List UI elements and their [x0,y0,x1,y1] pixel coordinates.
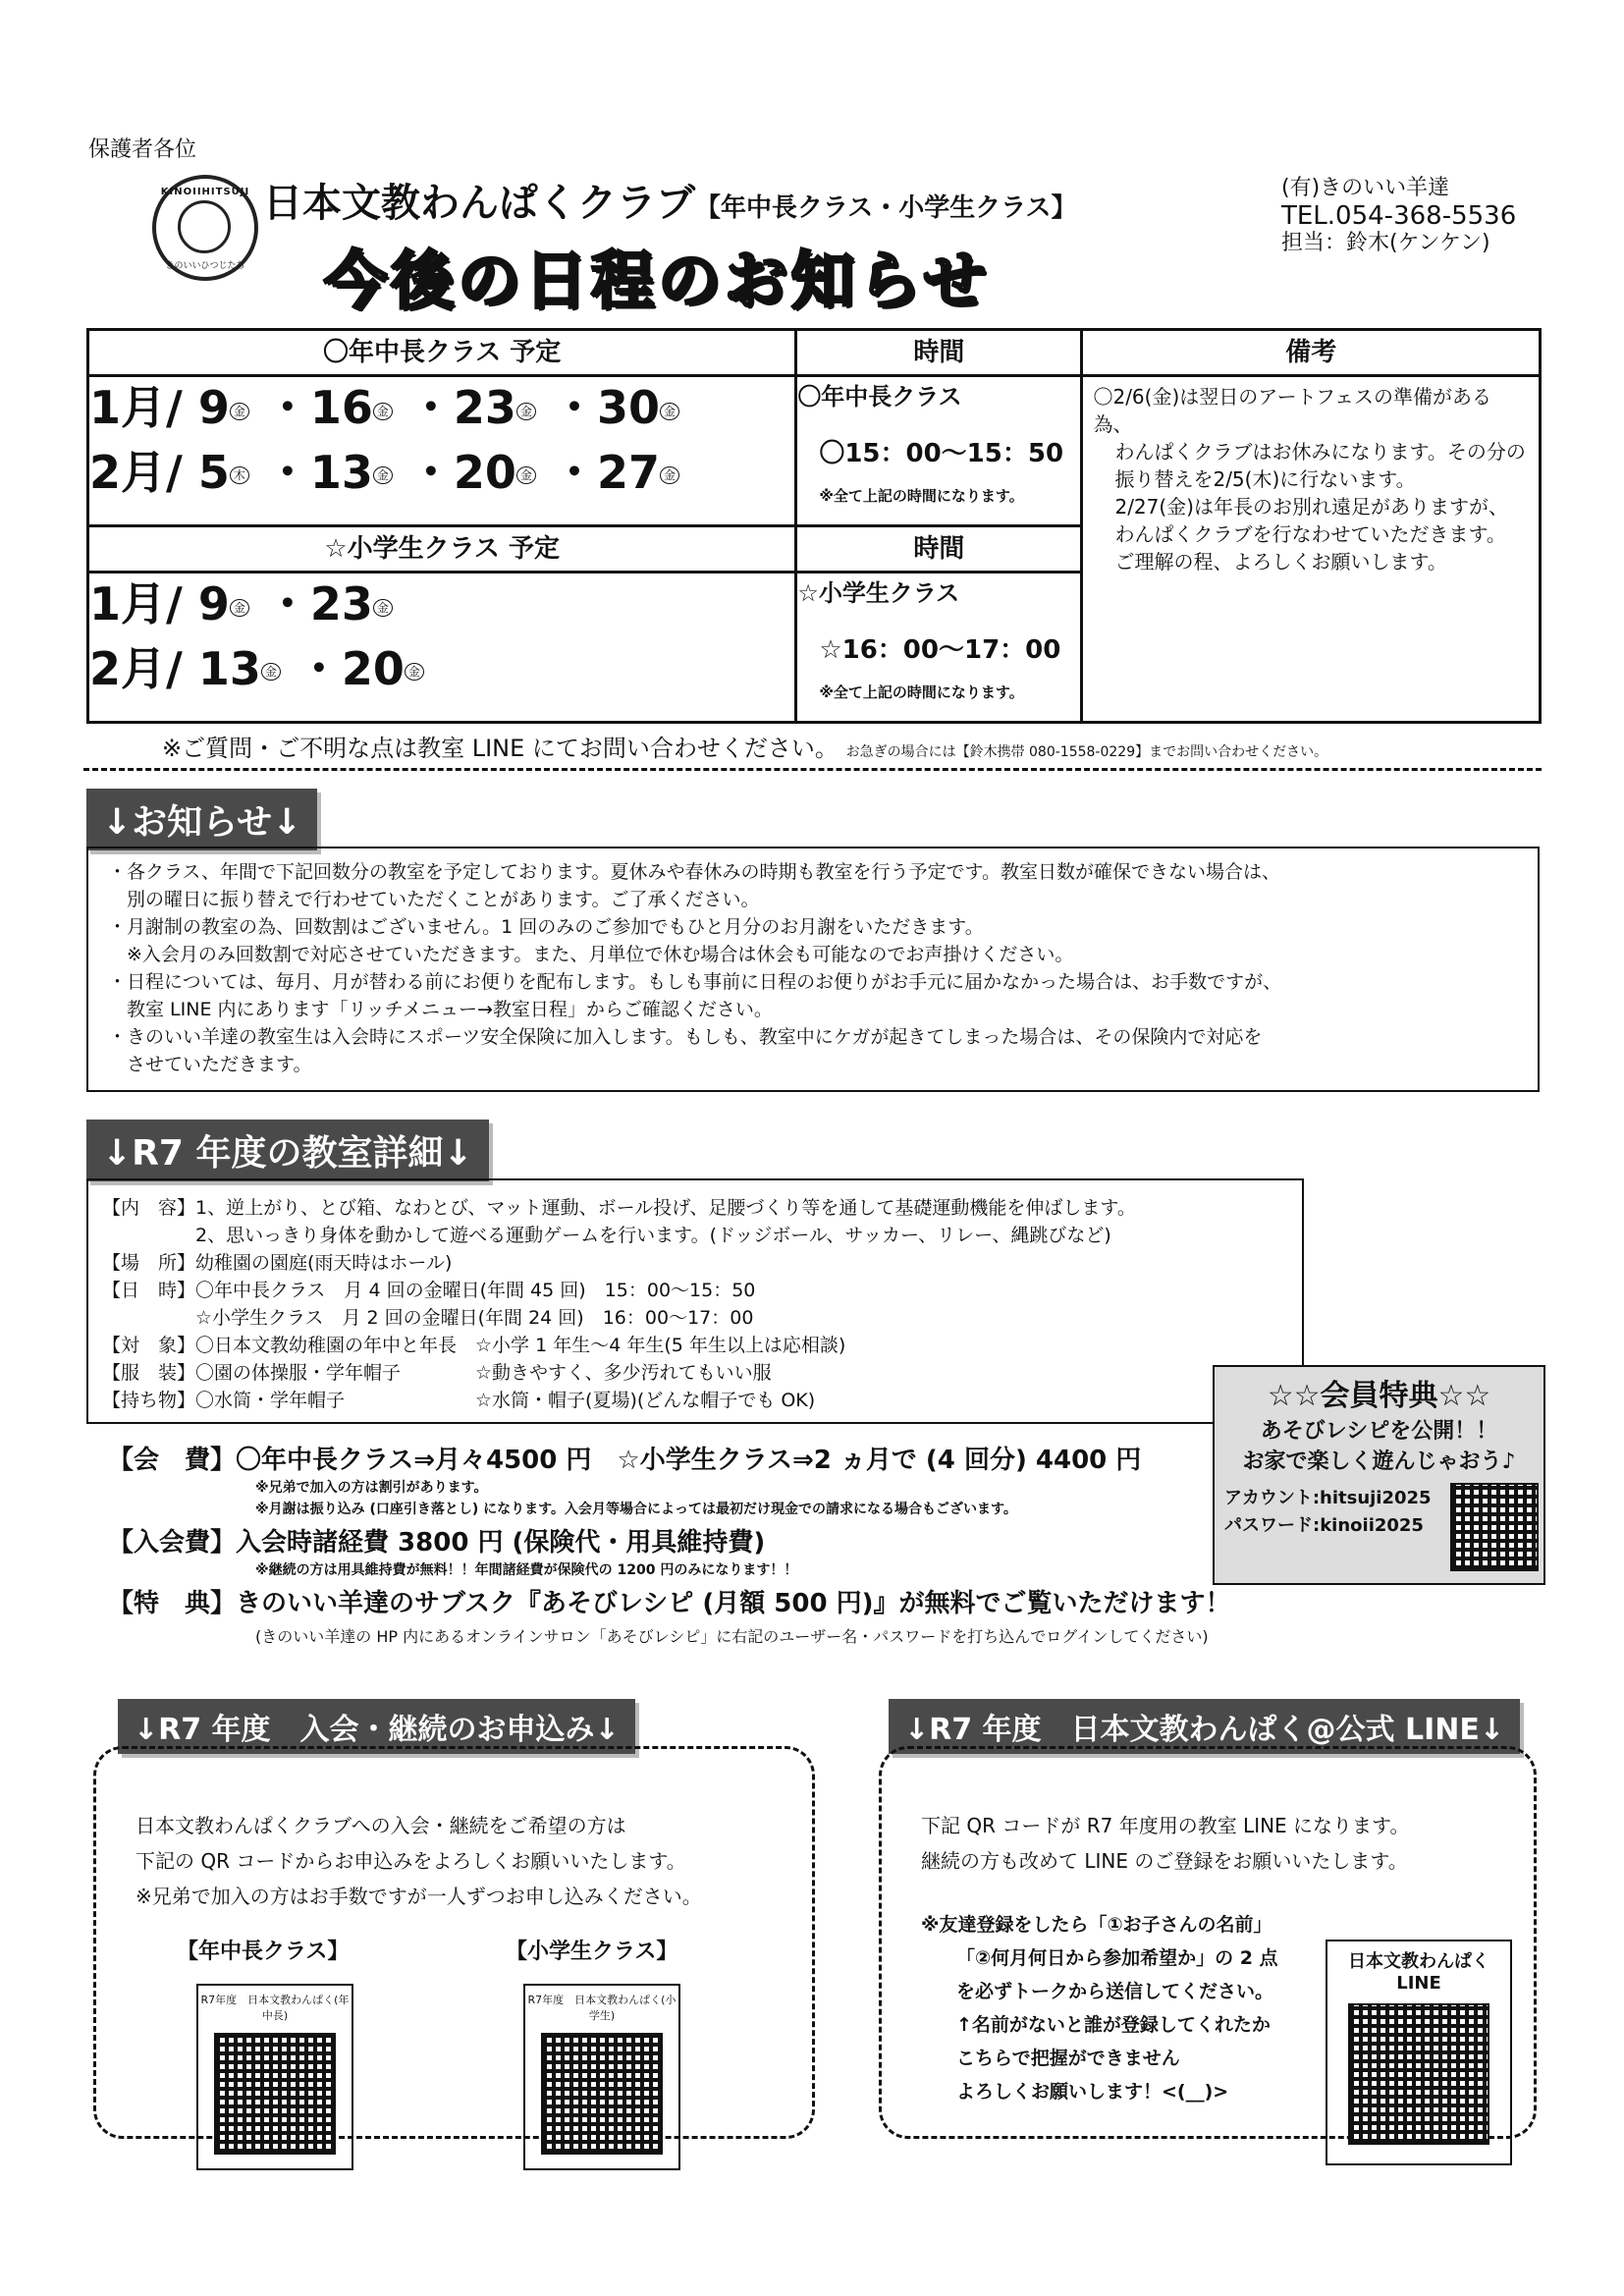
fee-line: 【会 費】〇年中長クラス⇒月々4500 円 ☆小学生クラス⇒2 ヵ月で (4 回分) 4400 円 [108,1446,1142,1475]
club-name [263,172,1076,228]
date: ・30 [551,381,660,434]
kinder-qr-label: 【年中長クラス】 [177,1940,350,1964]
line-qr-code[interactable] [1348,2003,1489,2145]
company-name: (有)きのいい羊達 [1281,176,1450,200]
kinder-jan-dates [89,377,794,442]
company-contact [1281,175,1516,257]
kinder-time: 〇15：00〜15：50 [819,439,1064,468]
notice-line: 別の曜日に振り替えで行わせていただくことがあります。ご了承ください。 [108,889,760,910]
remarks-header: 備考 [1083,331,1539,377]
kinder-dates [88,376,796,526]
divider [83,768,1542,771]
club-classes: 【年中長クラス・小学生クラス】 [695,193,1077,223]
logo-top-text: KINOIIHITSUJI [160,187,250,197]
perk-line: 【特 典】きのいい羊達のサブスク『あそびレシピ (月額 500 円)』が無料でご覧いただけます！ [108,1589,1231,1618]
date: 1月/ 9 [89,381,230,434]
apply-line: 下記の QR コードからお申込みをよろしくお願いいたします。 [135,1849,686,1873]
kinder-qr-code[interactable] [214,2033,336,2155]
notice-line: ※入会月のみ回数割で対応させていただきます。また、月単位で休む場合は休会も可能なのでお声掛けください。 [108,944,1074,965]
line-qr-sub: LINE [1396,1973,1441,1994]
entry-fee-line: 【入会費】入会時諸経費 3800 円 (保険代・用具維持費) [108,1528,766,1558]
weekday: 金 [230,403,249,420]
weekday: 金 [660,403,679,420]
remarks-cell [1082,330,1541,723]
weekday: 木 [230,466,249,484]
date: ・23 [264,577,373,630]
weekday: 金 [516,466,536,484]
club-title: 日本文教わんぱくクラブ [263,181,695,226]
schedule-table [86,328,1542,724]
date: ・16 [264,381,373,434]
remarks-line: 2/27(金)は年長のお別れ遠足がありますが、 [1114,495,1508,519]
line-step: ※友達登録をしたら「①お子さんの名前」 [921,1914,1272,1936]
kinder-feb-dates [89,442,794,507]
company-tel: TEL.054-368-5536 [1281,201,1517,231]
line-qr-card [1326,1940,1512,2165]
date: ・13 [264,445,373,499]
school-time: ☆16：00〜17：00 [819,635,1061,665]
weekday: 金 [373,466,393,484]
contact-line-main: ※ご質問・ご不明な点は教室 LINE にてお問い合わせください。 [162,735,839,762]
logo-sheep-icon [178,200,231,253]
school-qr-label: 【小学生クラス】 [506,1940,678,1964]
weekday: 金 [373,599,393,617]
details-line: 【対 象】〇日本文教幼稚園の年中と年長 ☆小学 1 年生〜4 年生(5 年生以上は応相談) [102,1335,846,1356]
line-qr-title: 日本文教わんぱく [1348,1951,1489,1972]
entry-fee-note: ※継続の方は用具維持費が無料！！年間諸経費が保険代の 1200 円のみになります！！ [255,1562,798,1578]
remarks-line: 振り替えを2/5(木)に行ないます。 [1114,467,1416,491]
notice-line: ・日程については、毎月、月が替わる前にお便りを配布します。もしも事前に日程のお便りがお手元に届かなかった場合は、お手数ですが、 [108,971,1282,993]
school-feb-dates [89,638,794,703]
page-title: 今後の日程のお知らせ [324,246,991,318]
line-step: こちらで把握ができません [956,2048,1180,2069]
school-time-class: ☆小学生クラス [797,579,960,607]
school-dates [88,573,796,723]
details-box [86,1178,1304,1424]
details-line: 【持ち物】〇水筒・学年帽子 ☆水筒・帽子(夏場)(どんな帽子でも OK) [102,1390,816,1411]
date: ・27 [551,445,660,499]
kinder-schedule-header: 〇年中長クラス 予定 [88,330,796,376]
notice-line: ・各クラス、年間で下記回数分の教室を予定しております。夏休みや春休みの時期も教室を行う予定です。教室日数が確保できない場合は、 [108,861,1280,883]
weekday: 金 [261,663,281,681]
details-line: ☆小学生クラス 月 2 回の金曜日(年間 24 回) 16：00〜17：00 [102,1307,754,1329]
school-qr-card [523,1984,680,2170]
line-step: ↑名前がないと誰が登録してくれたか [956,2014,1271,2036]
member-title: ☆☆会員特典☆☆ [1267,1379,1491,1413]
details-line: 【内 容】1、逆上がり、とび箱、なわとび、マット運動、ボール投げ、足腰づくり等を通して基礎運動機能を伸ばします。 [102,1197,1136,1219]
weekday: 金 [230,599,249,617]
school-schedule-header: ☆小学生クラス 予定 [88,526,796,573]
kinder-qr-caption: R7年度 日本文教わんぱく(年中長) [200,1994,350,2022]
date: ・23 [407,381,516,434]
contact-person: 担当：鈴木(ケンケン) [1281,231,1490,255]
date: ・20 [407,445,516,499]
date: ・20 [296,641,405,695]
member-line2: お家で楽しく遊んじゃおう♪ [1242,1449,1516,1474]
line-step: 「②何月何日から参加希望か」の 2 点 [956,1947,1278,1969]
weekday: 金 [660,466,679,484]
details-line: 2、思いっきり身体を動かして遊べる運動ゲームを行います。(ドッジボール、サッカー、リレー、縄跳びなど) [102,1225,1111,1246]
apply-line: 日本文教わんぱくクラブへの入会・継続をご希望の方は [135,1814,626,1837]
kinder-time-note: ※全て上記の時間になります。 [819,487,1024,505]
notice-line: させていただきます。 [108,1054,312,1075]
fee-note: ※月謝は振り込み (口座引き落とし) になります。入会月等場合によっては最初だけ現金での請求になる場合もございます。 [255,1502,1017,1517]
member-password: パスワード:kinoii2025 [1224,1515,1424,1536]
weekday: 金 [405,663,424,681]
notice-line: ・月謝制の教室の為、回数割はございません。1 回のみのご参加でもひと月分のお月謝をいただきます。 [108,916,984,938]
kinder-time-header: 時間 [796,330,1082,376]
club-logo [152,175,258,281]
remarks-text [1083,377,1539,581]
kinder-time-cell [796,376,1082,526]
notice-heading: ↓お知らせ↓ [86,789,317,850]
school-jan-dates [89,574,794,638]
fee-note: ※兄弟で加入の方は割引があります。 [255,1480,488,1496]
remarks-line: わんぱくクラブはお休みになります。その分の [1114,440,1526,464]
member-line1: あそびレシピを公開！！ [1260,1419,1498,1444]
school-time-cell [796,573,1082,723]
details-line: 【場 所】幼稚園の園庭(雨天時はホール) [102,1252,453,1274]
remarks-line: 〇2/6(金)は翌日のアートフェスの準備がある為、 [1093,385,1492,436]
member-qr-code[interactable] [1450,1483,1539,1571]
notice-line: ・きのいい羊達の教室生は入会時にスポーツ安全保険に加入します。もしも、教室中にケガが起きてしまった場合は、その保険内で対応を [108,1026,1263,1048]
date: 2月/ 5 [89,445,230,499]
member-account: アカウント:hitsuji2025 [1224,1488,1432,1508]
notice-box [86,847,1540,1092]
remarks-line: わんぱくクラブを行なわせていただきます。 [1114,522,1506,546]
apply-heading: ↓R7 年度 入会・継続のお申込み↓ [118,1699,635,1754]
school-qr-code[interactable] [541,2033,663,2155]
school-time-note: ※全て上記の時間になります。 [819,683,1024,701]
notice-line: 教室 LINE 内にあります「リッチメニュー→教室日程」からご確認ください。 [108,999,773,1020]
logo-bottom-text: きのいいひつじたち [165,261,245,271]
remarks-line: ご理解の程、よろしくお願いします。 [1114,550,1447,574]
details-line: 【服 装】〇園の体操服・学年帽子 ☆動きやすく、多少汚れてもいい服 [102,1362,772,1384]
contact-line-urgent: お急ぎの場合には【鈴木携帯 080-1558-0229】までお問い合わせください。 [845,744,1328,760]
perk-note: (きのいい羊達の HP 内にあるオンラインサロン「あそびレシピ」に右記のユーザー名・パスワードを打ち込んでログインしてください) [255,1627,1209,1646]
line-step: よろしくお願いします！<(__)> [956,2081,1229,2103]
school-qr-caption: R7年度 日本文教わんぱく(小学生) [527,1994,677,2022]
date: 2月/ 13 [89,641,261,695]
kinder-qr-card [196,1984,353,2170]
details-heading: ↓R7 年度の教室詳細↓ [86,1120,489,1181]
line-text: 継続の方も改めて LINE のご登録をお願いいたします。 [921,1849,1408,1873]
kinder-time-class: 〇年中長クラス [797,383,962,410]
weekday: 金 [373,403,393,420]
fees-section [108,1444,1463,1654]
school-time-header: 時間 [796,526,1082,573]
line-step: を必ずトークから送信してください。 [956,1981,1274,2002]
addressee: 保護者各位 [88,137,197,162]
contact-line [162,729,1327,763]
details-line: 【日 時】〇年中長クラス 月 4 回の金曜日(年間 45 回) 15：00〜15：50 [102,1280,756,1301]
date: 1月/ 9 [89,577,230,630]
apply-line: ※兄弟で加入の方はお手数ですが一人ずつお申し込みください。 [135,1885,702,1908]
line-heading: ↓R7 年度 日本文教わんぱく@公式 LINE↓ [889,1699,1520,1754]
line-text: 下記 QR コードが R7 年度用の教室 LINE になります。 [921,1814,1410,1837]
weekday: 金 [516,403,536,420]
